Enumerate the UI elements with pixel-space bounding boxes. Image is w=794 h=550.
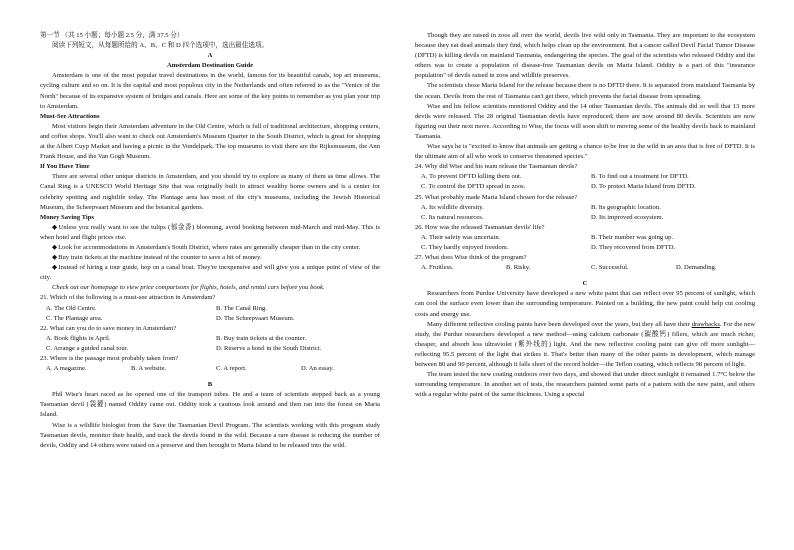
passage-b-paragraph-5: Wise and his fellow scientists monitored Oddity and the 14 other Tasmanian devils. The animals did so well that 13 more devils were released. The 28 original Tasmanian devils have reproduced; there are now around 80 devils. Scientists are now figuring out their next move. According to Wise, the focus will soon shift to moving some of the healthy devils back to mainland Tasmania. <box>415 102 755 140</box>
option: C. Arrange a guided canal tour. <box>46 344 129 352</box>
option: D. Demanding. <box>676 264 717 272</box>
option: C. A report. <box>216 365 247 373</box>
question-27-options <box>415 263 755 273</box>
option: A. Fruitless. <box>421 264 454 272</box>
option: C. They hardly enjoyed freedom. <box>421 243 509 251</box>
option: A. The Old Centre. <box>46 304 97 312</box>
question-24-options <box>415 172 755 192</box>
passage-b-letter: B <box>207 381 213 389</box>
option: C. Its natural resources. <box>421 213 484 221</box>
heading-must-see: Must-See Attractions <box>40 112 100 120</box>
option: D. Its improved ecosystem. <box>591 213 664 221</box>
option: C. Successful. <box>591 264 629 272</box>
question-25: 25. What probably made Maria Island chosen for the release? <box>415 193 578 201</box>
option: B. To find out a treatment for DFTD. <box>591 173 689 181</box>
question-26: 26. How was the released Tasmanian devils' life? <box>415 223 545 231</box>
underlined-word-drawbacks: drawbacks <box>691 320 720 328</box>
option: A. To prevent DFTD killing them out. <box>421 173 522 181</box>
tip-canal-boat: ◆ Instead of hiring a tour guide, hop on a canal boat. They're inexpensive and will give you a unique point of view of the city. <box>40 263 380 283</box>
option: B. Risky. <box>506 264 531 272</box>
option: C. The Plantage area. <box>46 314 103 322</box>
question-26-options <box>415 233 755 253</box>
option: B. Buy train tickets at the counter. <box>216 334 307 342</box>
paragraph-must-see: Most visitors begin their Amsterdam adventure in the Old Centre, which is full of traditional architecture, shopping centers, and coffee shops. You'll also want to check out Amsterdam's Museum Quarter in the South District, which is great for shopping at the Albert Cuyp Market and having a picnic in the Vondelpark. The top museums to visit there are the Rijksmuseum, the Ann Frank House, and the Van Gogh Museum. <box>40 122 380 161</box>
question-25-options <box>415 203 755 223</box>
paragraph-if-time: There are several other unique districts in Amsterdam, and you should try to explore as many of them as time allows. The Canal Ring is a UNESCO World Heritage Site that was originally built to attract wealthy home owners and is a center for celebrity spotting and nightlife today. The Plantage area has most of the city's museums, including the Jewish Historical Museum, the Scheepvaart Museum and the botanical gardens. <box>40 173 380 211</box>
passage-b-paragraph-4: The scientists chose Maria Island for the release because there is no DFTD there. It is separated from mainland Tasmania by the ocean. Devils from the rest of Tasmania can't get there, which prevents the facial disease from spreading. <box>415 82 755 100</box>
option: B. Their number was going up. <box>591 233 674 241</box>
right-column <box>415 31 755 400</box>
passage-b-paragraph-3: Though they are raised in zoos all over the world, devils live wild only in Tasmania. They are important to the ecosystem because they eat dead animals they find, which helps clean up the environment. But a cancer called Devil Facial Tumor Disease (DFTD) is killing devils on mainland Tasmania, endangering the species. The goal of the scientists who released Oddity and the others was to create a population of disease-free Tasmanian devils on Maria Island. Oddity is a part of this "insurance population" of devils raised in zoos and wildlife preserves. <box>415 32 755 80</box>
option: B. Its geographic location. <box>591 203 661 211</box>
section-instruction: 阅读下列短文，从每题所给的 A、B、C 和 D 四个选项中，选出最佳选项。 <box>52 42 269 50</box>
option: D. The Scheepvaart Museum. <box>216 314 295 322</box>
option: D. To protect Maria Island from DFTD. <box>591 183 696 191</box>
option: C. To control the DFTD spread in zoos. <box>421 183 526 191</box>
question-23-options <box>40 364 380 374</box>
tip-tulips: ◆ Unless you really want to see the tulips (郁金香) blooming, avoid booking between mid-March and mid-May. This is when hotel and flight prices rise. <box>40 223 380 243</box>
passage-b-paragraph-1: Phil Wise's heart raced as he opened one of the transport tubes. He and a team of scientists stepped back as a young Tasmanian devil (袋獾) named Oddity came out. Oddity took a cautious look around and then ran into the forest on Maria Island. <box>40 391 380 419</box>
question-23: 23. Where is the passage most probably taken from? <box>40 355 179 362</box>
option: B. The Canal Ring. <box>216 304 267 312</box>
option: A. A magazine. <box>46 365 87 373</box>
question-24: 24. Why did Wise and his team release the Tasmanian devils? <box>415 163 578 171</box>
tip-accommodation: ◆ Look for accommodations in Amsterdam's South District, where rates are generally cheaper than in the city center. <box>40 243 380 253</box>
passage-a-intro: Amsterdam is one of the most popular travel destinations in the world, famous for its beautiful canals, top art museums, cycling culture and so on. It is the capital and most populous city in the Netherlands and often referred to as the "Venice of the North" because of its expansive system of bridges and canals. Here are some of the key points to remember as you plan your trip to Amsterdam. <box>40 72 380 110</box>
tip-train-tickets: ◆ Buy train tickets at the machine instead of the counter to save a bit of money. <box>40 253 380 263</box>
option: B. A website. <box>131 365 167 373</box>
question-22-options <box>40 334 380 354</box>
option: D. An essay. <box>301 365 334 373</box>
option: D. Reserve a hotel in the South District. <box>216 344 322 352</box>
option: A. Its wildlife diversity. <box>421 203 484 211</box>
section-header: 第一节 （共 15 小题；每小题 2.5 分，满 37.5 分） <box>40 32 184 39</box>
question-22: 22. What can you do to save money in Amsterdam? <box>40 324 177 332</box>
heading-if-time: If You Have Time <box>40 163 90 171</box>
option: D. They recovered from DFTD. <box>591 243 676 251</box>
passage-b-paragraph-2: Wise is a wildlife biologist from the Save the Tasmanian Devil Program. The scientists working with this program study Tasmanian devils, monitor their health, and track the devils found in the wild. Because a rare disease is reducing the number of devils, Oddity and 14 others were raised on a preserve and then brought to Maria Island to be released into the wild. <box>40 421 380 449</box>
question-21-options <box>40 304 380 324</box>
left-column <box>40 31 380 451</box>
passage-a-letter: A <box>207 52 213 60</box>
passage-c-paragraph-1: Researchers from Purdue University have developed a new white paint that can reflect over 95 percent of sunlight, which can cool the surface even lower than the surrounding temperature. Painted on a building, the new paint could help cut cooling costs and energy use. <box>415 290 755 318</box>
passage-c-paragraph-2 <box>415 320 755 370</box>
passage-c-letter: C <box>582 280 588 288</box>
p2-text-end: . For the new study, the Purdue researchers developed a new method—using calcium carbonate (碳酸钙) fillers, which are much richer, cheaper, and absorb less ultraviolet (紫外线的) light. And the new reflective cooling paint can give off more sunlight—reflecting 95.5 percent of the light that strikes it. That's better than many of the other paints in development, which manage between 80 and 90 percent, although it falls short of the record holder—the Teflon coating, which reflects 98 percent of light. <box>415 320 756 368</box>
option: A. Their safety was uncertain. <box>421 233 501 241</box>
passage-a-title: Amsterdam Destination Guide <box>166 62 254 70</box>
homepage-note: Check out our homepage to view price comparisons for flights, hotels, and rental cars before you book. <box>52 284 325 292</box>
question-21: 21. Which of the following is a must-see attraction in Amsterdam? <box>40 294 216 302</box>
p2-text-start: Many different reflective cooling paints have been developed over the years, but they all have their <box>427 320 692 328</box>
passage-b-paragraph-6: Wise says he is "excited to know that animals are getting a chance to be free in the wild in an area that is free of DFTD. It is the ultimate aim of all who work to conserve threatened species." <box>415 143 755 161</box>
option: A. Book flights in April. <box>46 334 111 342</box>
passage-c-paragraph-3: The team tested the new coating outdoors over two days, and showed that under direct sunlight it remained 1.7°C below the surrounding temperature. In another set of tests, the researchers painted some parts of a pattern with the new paint, and others with a regular white paint of the same thickness. Using a special <box>415 371 755 399</box>
heading-money-tips: Money Saving Tips <box>40 213 94 221</box>
question-27: 27. What does Wise think of the program? <box>415 254 527 262</box>
